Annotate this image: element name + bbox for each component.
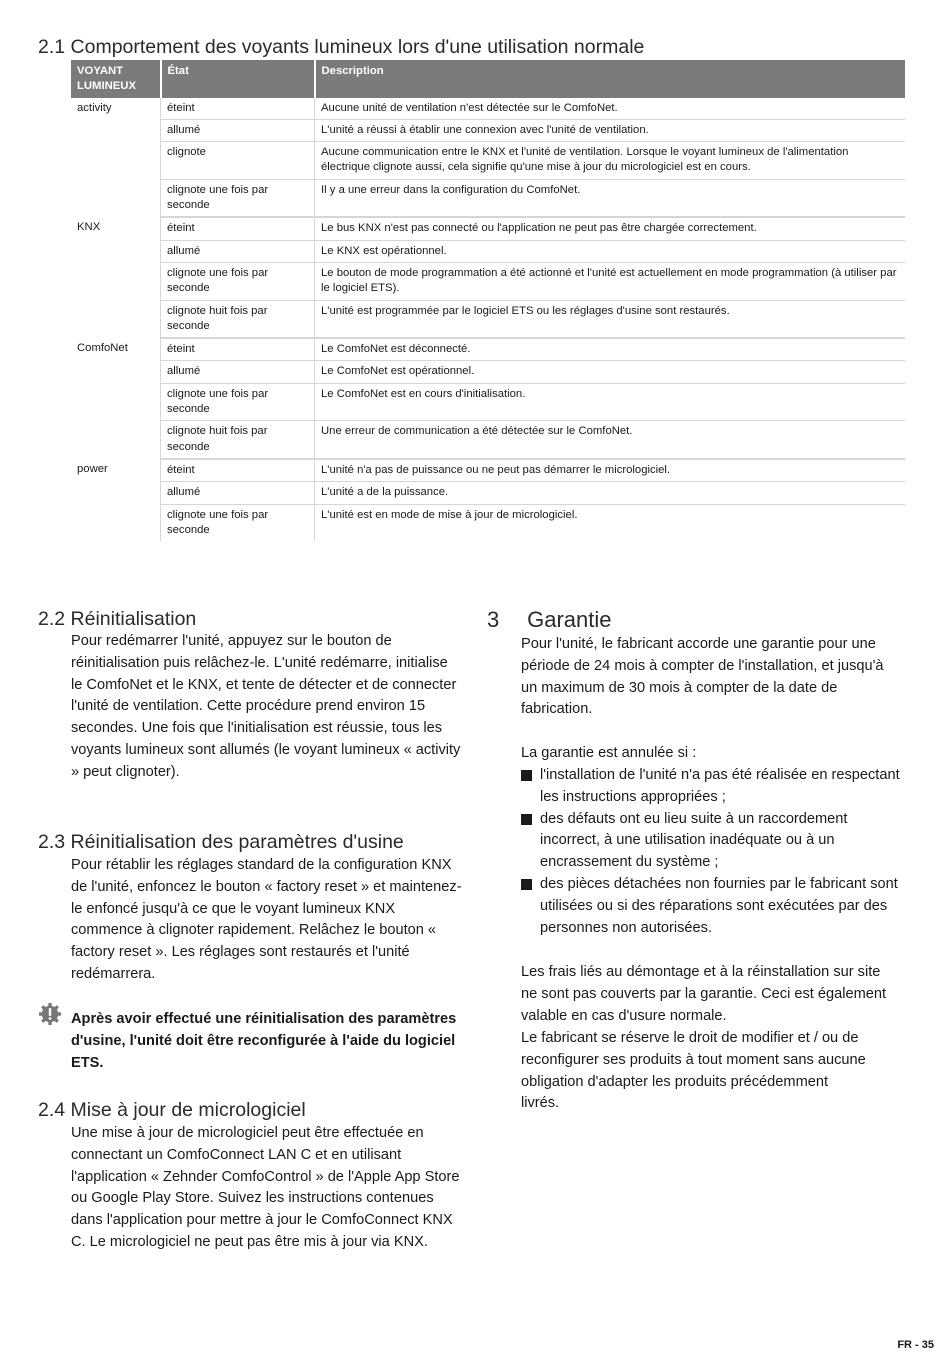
table-row <box>71 262 905 300</box>
table-row <box>71 459 905 482</box>
description-cell: Le ComfoNet est opérationnel. <box>315 361 906 383</box>
led-name-cell <box>71 504 161 541</box>
state-cell: clignote une fois par seconde <box>161 504 315 541</box>
description-cell: Aucune communication entre le KNX et l'unité de ventilation. Lorsque le voyant lumineux de l'alimentation électrique clignote aussi, cela signifie qu'une mise à jour du micrologiciel est en cours. <box>315 142 906 180</box>
section-title: Mise à jour de micrologiciel <box>70 1099 306 1121</box>
led-name-cell <box>71 119 161 141</box>
section-number: 3 <box>487 607 500 632</box>
led-behavior-table <box>71 60 905 541</box>
table-row <box>71 421 905 459</box>
description-cell: Une erreur de communication a été détectée sur le ComfoNet. <box>315 421 906 459</box>
description-cell: L'unité a réussi à établir une connexion avec l'unité de ventilation. <box>315 119 906 141</box>
list-item <box>520 874 902 939</box>
state-cell: éteint <box>161 459 315 482</box>
list-item-text: des défauts ont eu lieu suite à un raccordement incorrect, à une utilisation inadéquate ou à un encrassement du système ; <box>540 810 848 871</box>
led-name-cell <box>71 179 161 217</box>
reset-paragraph: Pour redémarrer l'unité, appuyez sur le bouton de réinitialisation puis relâchez-le. L'unité redémarre, initialise le ComfoNet et le KNX, et tente de détecter et de connecter l'unité de ventilation. Cette procédure prend environ 15 secondes. Une fois que l'initialisation est réussie, tous les voyants lumineux sont allumés (le voyant lumineux « activity » peut clignoter). <box>71 633 461 780</box>
led-name-cell: activity <box>77 101 112 114</box>
bullet-square-icon <box>521 770 532 781</box>
led-name-cell: ComfoNet <box>77 342 128 355</box>
description-cell: Le ComfoNet est déconnecté. <box>315 338 906 361</box>
state-cell: éteint <box>161 98 315 120</box>
led-name-cell <box>71 262 161 300</box>
warranty-intro: Pour l'unité, le fabricant accorde une garantie pour une période de 24 mois à compter de l'installation, et jusqu'à un maximum de 30 mois à compter de la date de fabrication. <box>521 636 884 718</box>
state-cell: clignote une fois par seconde <box>161 262 315 300</box>
description-cell: L'unité est en mode de mise à jour de micrologiciel. <box>315 504 906 541</box>
state-cell: clignote huit fois par seconde <box>161 300 315 338</box>
section-title: Garantie <box>527 607 612 632</box>
factory-reset-warning: Après avoir effectué une réinitialisation des paramètres d'usine, l'unité doit être reconfigurée à l'aide du logiciel ETS. <box>71 1011 457 1071</box>
warranty-void-list <box>520 765 902 939</box>
section-number: 2.3 <box>38 831 66 853</box>
table-row <box>71 300 905 338</box>
state-cell: clignote huit fois par seconde <box>161 421 315 459</box>
section-heading-3 <box>487 607 612 633</box>
list-item-text: des pièces détachées non fournies par le fabricant sont utilisées ou si des réparations sont exécutées par des personnes non autorisées. <box>540 875 898 936</box>
led-name-cell: power <box>77 462 108 475</box>
column-header-state: État <box>161 60 315 98</box>
section-title: Comportement des voyants lumineux lors d'une utilisation normale <box>70 36 645 58</box>
table-row <box>71 179 905 217</box>
state-cell: éteint <box>161 338 315 361</box>
table-row <box>71 119 905 141</box>
column-header-description: Description <box>315 60 906 98</box>
table-header-row <box>71 60 905 98</box>
led-name-cell <box>71 421 161 459</box>
description-cell: L'unité est programmée par le logiciel ETS ou les réglages d'usine sont restaurés. <box>315 300 906 338</box>
list-item <box>520 765 902 809</box>
bullet-square-icon <box>521 814 532 825</box>
table-row <box>71 482 905 504</box>
table-row <box>71 98 905 120</box>
state-cell: éteint <box>161 217 315 240</box>
table-row <box>71 504 905 541</box>
section-heading-2-2 <box>38 608 196 631</box>
led-name-cell <box>71 383 161 421</box>
section-title: Réinitialisation des paramètres d'usine <box>70 831 404 853</box>
factory-reset-paragraph: Pour rétablir les réglages standard de la configuration KNX de l'unité, enfoncez le bouton « factory reset » et maintenez-le enfoncé jusqu'à ce que le voyant lumineux KNX commence à clignoter rapidement. Relâchez le bouton « factory reset ». Les réglages sont restaurés et l'unité redémarrera. <box>71 857 462 982</box>
led-name-cell: KNX <box>77 221 101 234</box>
list-item <box>520 809 902 874</box>
warranty-closing-1: Les frais liés au démontage et à la réinstallation sur site ne sont pas couverts par la garantie. Ceci est également valable en cas d'usure normale. <box>521 964 887 1024</box>
table-row <box>71 383 905 421</box>
state-cell: clignote une fois par seconde <box>161 179 315 217</box>
state-cell: clignote une fois par seconde <box>161 383 315 421</box>
state-cell: allumé <box>161 361 315 383</box>
table-row <box>71 142 905 180</box>
led-name-cell <box>71 240 161 262</box>
table-row <box>71 361 905 383</box>
state-cell: allumé <box>161 119 315 141</box>
description-cell: L'unité n'a pas de puissance ou ne peut pas démarrer le micrologiciel. <box>315 459 906 482</box>
led-name-cell <box>71 142 161 180</box>
table-row <box>71 240 905 262</box>
warning-gear-icon <box>38 1002 62 1026</box>
description-cell: L'unité a de la puissance. <box>315 482 906 504</box>
bullet-square-icon <box>521 879 532 890</box>
section-number: 2.1 <box>38 36 66 58</box>
state-cell: allumé <box>161 482 315 504</box>
description-cell: Le KNX est opérationnel. <box>315 240 906 262</box>
table-body <box>71 98 905 542</box>
state-cell: clignote <box>161 142 315 180</box>
led-name-cell <box>71 361 161 383</box>
table-row <box>71 338 905 361</box>
firmware-update-paragraph: Une mise à jour de micrologiciel peut être effectuée en connectant un ComfoConnect LAN C et en utilisant l'application « Zehnder ComfoControl » de l'Apple App Store ou Google Play Store. Suivez les instructions contenues dans l'application pour mettre à jour le ComfoConnect KNX C. Le micrologiciel ne peut pas être mis à jour via KNX. <box>71 1125 460 1250</box>
section-title: Réinitialisation <box>70 608 197 630</box>
led-name-cell <box>71 482 161 504</box>
description-cell: Le ComfoNet est en cours d'initialisation. <box>315 383 906 421</box>
section-heading-2-1 <box>38 36 644 59</box>
section-heading-2-3 <box>38 831 404 854</box>
warranty-void-intro: La garantie est annulée si : <box>521 745 697 761</box>
description-cell: Aucune unité de ventilation n'est détectée sur le ComfoNet. <box>315 98 906 120</box>
section-number: 2.2 <box>38 608 66 630</box>
table-row <box>71 217 905 240</box>
led-name-cell <box>71 300 161 338</box>
page-number: FR - 35 <box>897 1339 934 1351</box>
column-header-led: VOYANT LUMINEUX <box>71 60 161 98</box>
section-number: 2.4 <box>38 1099 66 1121</box>
description-cell: Le bouton de mode programmation a été actionné et l'unité est actuellement en mode programmation (à utiliser par le logiciel ETS). <box>315 262 906 300</box>
section-heading-2-4 <box>38 1099 306 1122</box>
warranty-closing-2: Le fabricant se réserve le droit de modifier et / ou de reconfigurer ses produits à tout moment sans aucune obligation d'adapter les produits précédemment livrés. <box>521 1030 866 1112</box>
state-cell: allumé <box>161 240 315 262</box>
description-cell: Le bus KNX n'est pas connecté ou l'application ne peut pas être chargée correctement. <box>315 217 906 240</box>
description-cell: Il y a une erreur dans la configuration du ComfoNet. <box>315 179 906 217</box>
list-item-text: l'installation de l'unité n'a pas été réalisée en respectant les instructions appropriées ; <box>540 767 900 805</box>
